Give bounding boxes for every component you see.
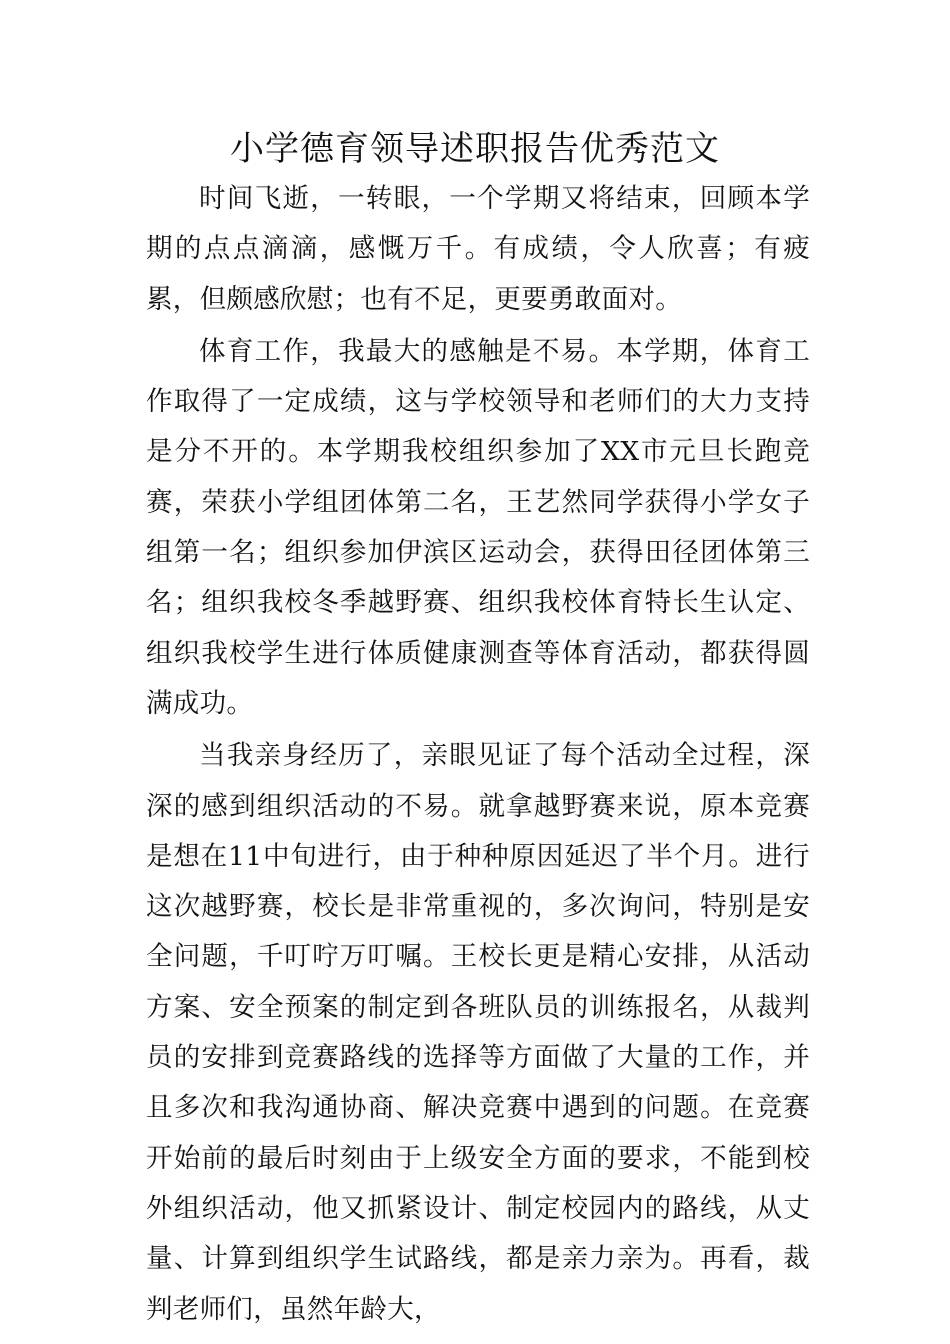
paragraph-1: 时间飞逝，一转眼，一个学期又将结束，回顾本学期的点点滴滴，感慨万千。有成绩，令人欣喜；有疲累，但颇感欣慰；也有不足，更要勇敢面对。: [146, 183, 810, 315]
document-body: [146, 174, 810, 1337]
paragraph-2: 体育工作，我最大的感触是不易。本学期，体育工作取得了一定成绩，这与学校领导和老师们的大力支持是分不开的。本学期我校组织参加了XX市元旦长跑竞赛，荣获小学组团体第二名，王艺然同学获得小学女子组第一名；组织参加伊滨区运动会，获得田径团体第三名；组织我校冬季越野赛、组织我校体育特长生认定、组织我校学生进行体质健康测查等体育活动，都获得圆满成功。: [146, 335, 810, 719]
document-title: 小学德育领导述职报告优秀范文: [230, 129, 720, 169]
paragraph-3: 当我亲身经历了，亲眼见证了每个活动全过程，深深的感到组织活动的不易。就拿越野赛来说，原本竞赛是想在11中旬进行，由于种种原因延迟了半个月。进行这次越野赛，校长是非常重视的，多次询问，特别是安全问题，千叮咛万叮嘱。王校长更是精心安排，从活动方案、安全预案的制定到各班队员的训练报名，从裁判员的安排到竞赛路线的选择等方面做了大量的工作，并且多次和我沟通协商、解决竞赛中遇到的问题。在竞赛开始前的最后时刻由于上级安全方面的要求，不能到校外组织活动，他又抓紧设计、制定校园内的路线，从丈量、计算到组织学生试路线，都是亲力亲为。再看，裁判老师们，虽然年龄大，: [146, 740, 810, 1325]
